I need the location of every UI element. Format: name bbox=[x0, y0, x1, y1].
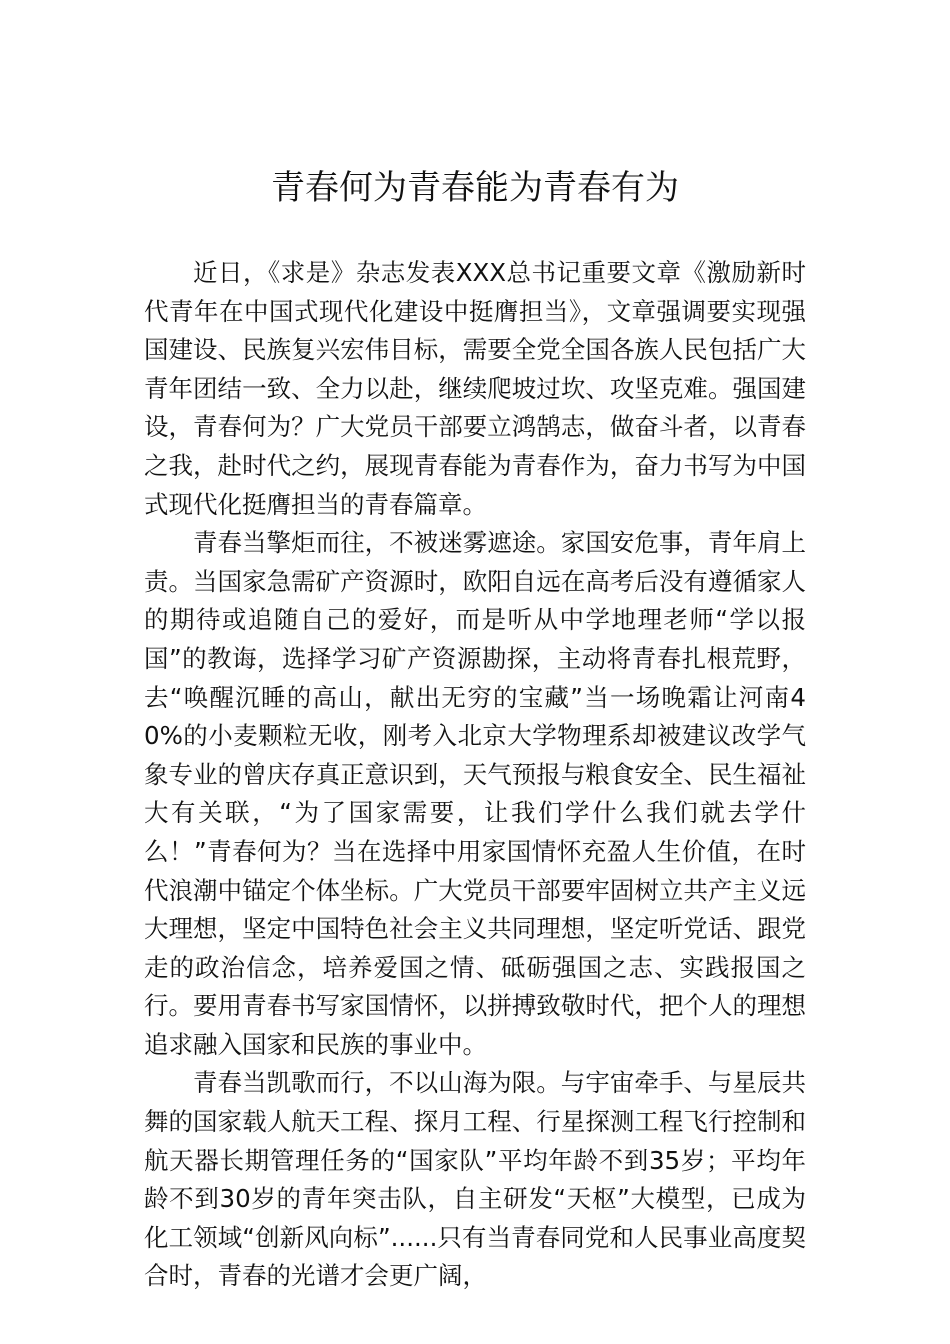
article-title: 青春何为青春能为青春有为 bbox=[271, 168, 679, 208]
paragraph-torch: 青春当擎炬而往，不被迷雾遮途。家国安危事，青年肩上责。当国家急需矿产资源时，欧阳自远在高考后没有遵循家人的期待或追随自己的爱好，而是听从中学地理老师“学以报国”的教诲，选择学习矿产资源勘探，主动将青春扎根荒野，去“唤醒沉睡的高山，献出无穷的宝藏”当一场晚霜让河南40%的小麦颗粒无收，刚考入北京大学物理系却被建议改学气象专业的曾庆存真正意识到，天气预报与粮食安全、民生福祉大有关联，“为了国家需要，让我们学什么我们就去学什么！”青春何为？当在选择中用家国情怀充盈人生价值，在时代浪潮中锚定个体坐标。广大党员干部要牢固树立共产主义远大理想，坚定中国特色社会主义共同理想，坚定听党话、跟党走的政治信念，培养爱国之情、砥砺强国之志、实践报国之行。要用青春书写家国情怀，以拼搏致敬时代，把个人的理想追求融入国家和民族的事业中。 bbox=[144, 528, 806, 1059]
paragraph-intro: 近日，《求是》杂志发表XXX总书记重要文章《激励新时代青年在中国式现代化建设中挺膺担当》，文章强调要实现强国建设、民族复兴宏伟目标，需要全党全国各族人民包括广大青年团结一致、全力以赴，继续爬坡过坎、攻坚克难。强国建设，青春何为？广大党员干部要立鸿鹄志，做奋斗者，以青春之我，赴时代之约，展现青春能为青春作为，奋力书写为中国式现代化挺膺担当的青春篇章。 bbox=[144, 258, 806, 519]
article-body bbox=[144, 254, 806, 1296]
paragraph-triumph: 青春当凯歌而行，不以山海为限。与宇宙牵手、与星辰共舞的国家载人航天工程、探月工程、行星探测工程飞行控制和航天器长期管理任务的“国家队”平均年龄不到35岁；平均年龄不到30岁的青年突击队，自主研发“天枢”大模型，已成为化工领域“创新风向标”......只有当青春同党和人民事业高度契合时，青春的光谱才会更广阔， bbox=[144, 1068, 806, 1291]
